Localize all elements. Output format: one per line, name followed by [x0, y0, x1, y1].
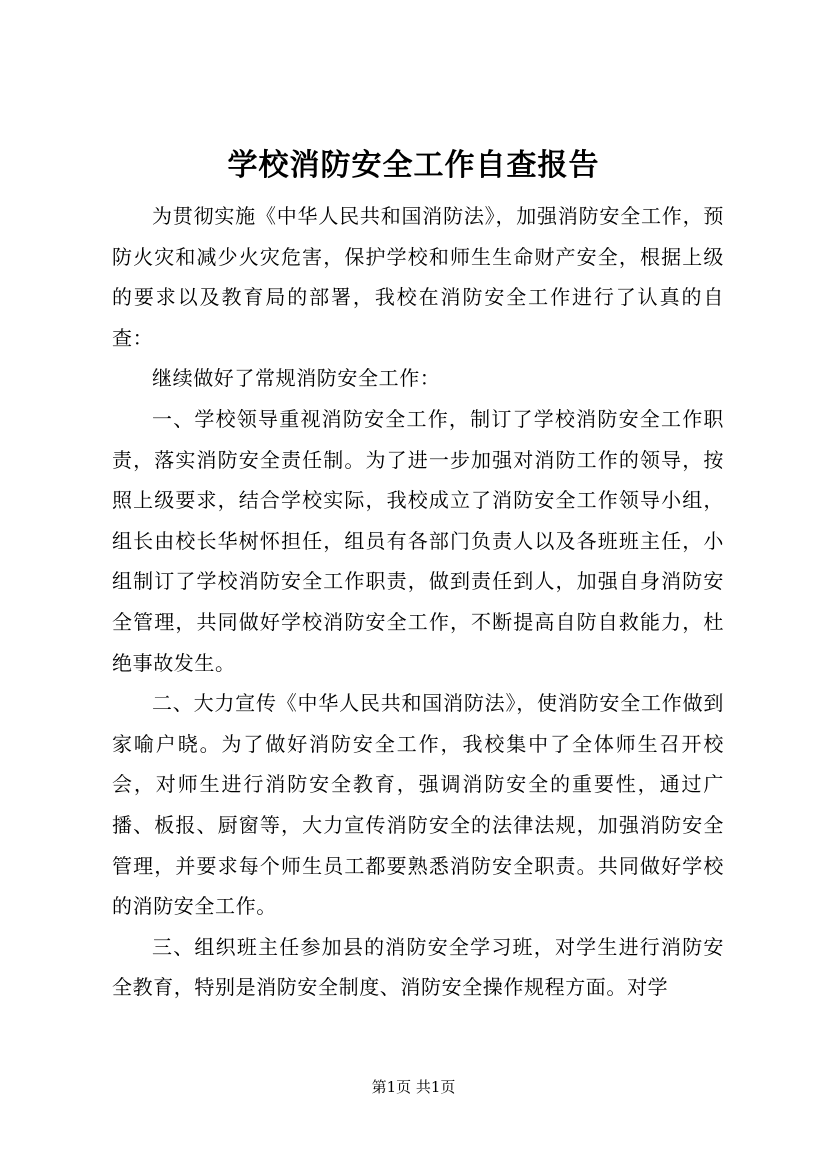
paragraph-section-two: 二、大力宣传《中华人民共和国消防法》，使消防安全工作做到家喻户晓。为了做好消防安全工作，我校集中了全体师生召开校会，对师生进行消防安全教育，强调消防安全的重要性，通过广播、板报、厨窗等，大力宣传消防安全的法律法规，加强消防安全管理，并要求每个师生员工都要熟悉消防安全职责。共同做好学校的消防安全工作。 [112, 691, 724, 919]
document-body [112, 196, 724, 1008]
paragraph-section-one: 一、学校领导重视消防安全工作，制订了学校消防安全工作职责，落实消防安全责任制。为了进一步加强对消防工作的领导，按照上级要求，结合学校实际，我校成立了消防安全工作领导小组，组长由校长华树怀担任，组员有各部门负责人以及各班班主任，小组制订了学校消防安全工作职责，做到责任到人，加强自身消防安全管理，共同做好学校消防安全工作，不断提高自防自救能力，杜绝事故发生。 [112, 406, 724, 675]
document-title: 学校消防安全工作自查报告 [227, 148, 600, 183]
paragraph-intro: 为贯彻实施《中华人民共和国消防法》，加强消防安全工作，预防火灾和减少火灾危害，保护学校和师生生命财产安全，根据上级的要求以及教育局的部署，我校在消防安全工作进行了认真的自查： [112, 204, 724, 350]
paragraph-routine-work: 继续做好了常规消防安全工作： [152, 366, 441, 391]
paragraph-section-three: 三、组织班主任参加县的消防安全学习班，对学生进行消防安全教育，特别是消防安全制度、消防安全操作规程方面。对学 [112, 934, 724, 1000]
page-footer: 第1页 共1页 [371, 1078, 456, 1096]
